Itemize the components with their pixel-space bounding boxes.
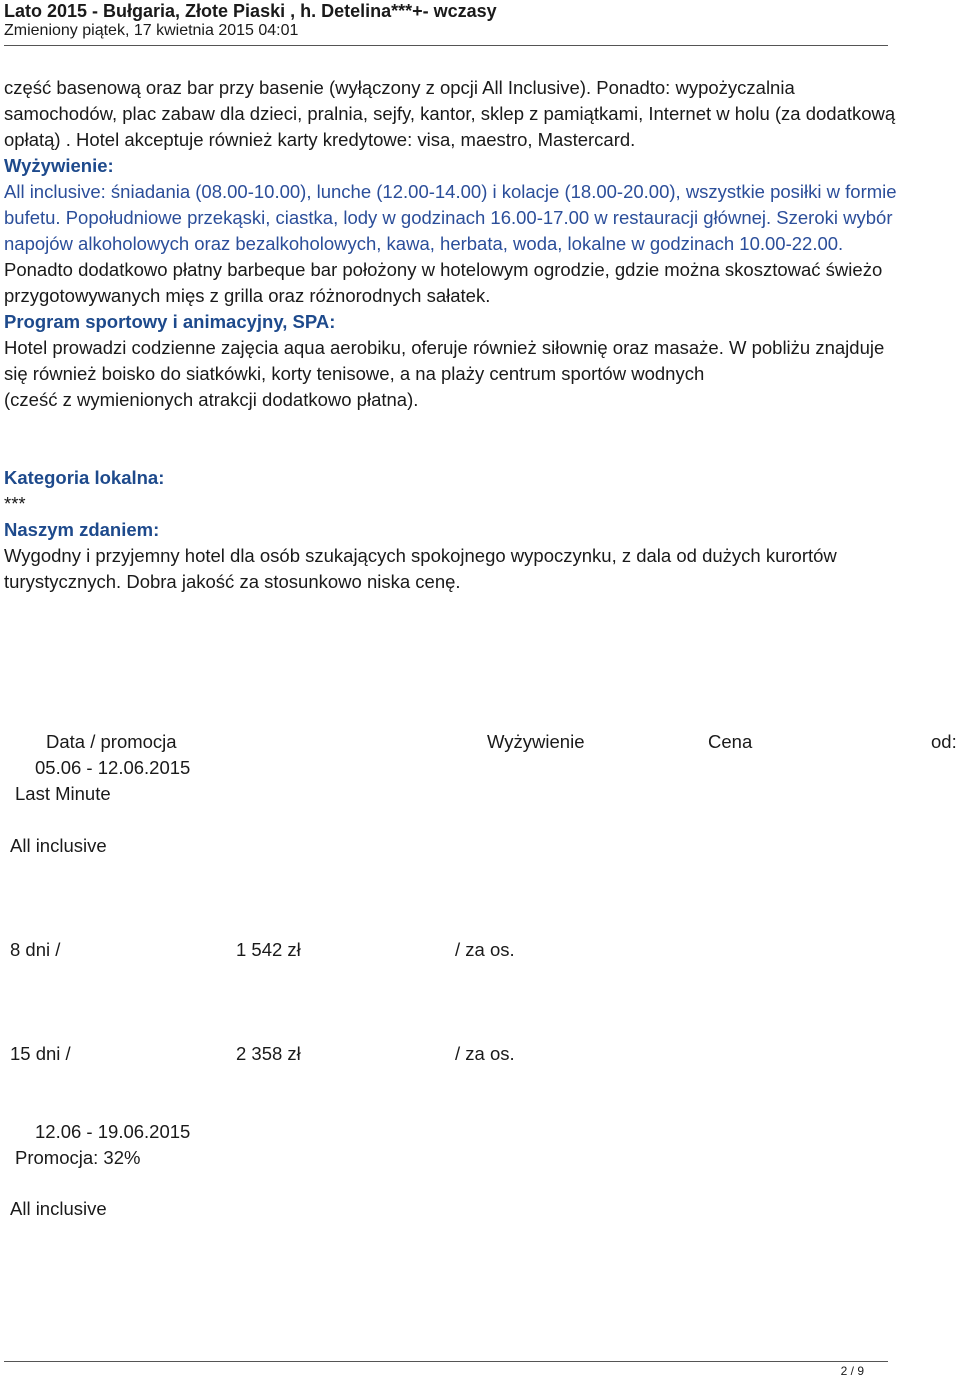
row2-date: 12.06 - 19.06.2015 [35, 1121, 191, 1142]
row2-board: All inclusive [10, 1198, 107, 1219]
table-header-board: Wyżywienie [487, 731, 585, 752]
table-header-from: od: [931, 731, 957, 752]
opinion-heading: Naszym zdaniem: [4, 519, 160, 540]
footer-divider [4, 1361, 888, 1362]
row1-promo: Last Minute [15, 783, 111, 804]
category-value: *** [4, 493, 26, 514]
table-header-date: Data / promocja [46, 731, 177, 752]
row1-date: 05.06 - 12.06.2015 [35, 757, 191, 778]
page-number: 2 / 9 [840, 1364, 864, 1378]
food-heading: Wyżywienie: [4, 155, 114, 176]
row1-price1-unit: / za os. [455, 939, 515, 960]
row1-price2-amount: 2 358 zł [236, 1043, 301, 1064]
row2-promo: Promocja: 32% [15, 1147, 141, 1168]
food-text-a: All inclusive: śniadania (08.00-10.00), lunche (12.00-14.00) i kolacje (18.00-20.00), wszystkie posiłki w formie bufetu. Popołudniowe przekąski, ciastka, lody w godzinach 16.00-17.00 w restauracji głównej. Szeroki wybór napojów alkoholowych oraz bezalkoholowych, kawa, herbata, woda, lokalne w godzinach 10.00-22.00. [4, 181, 897, 254]
row1-price2-unit: / za os. [455, 1043, 515, 1064]
opinion-paragraph: Wygodny i przyjemny hotel dla osób szukających spokojnego wypoczynku, z dala od dużych kurortów turystycznych. Dobra jakość za stosunkowo niska cenę. [4, 545, 837, 592]
article-body [4, 75, 904, 595]
modified-date: Zmieniony piątek, 17 kwietnia 2015 04:01 [4, 22, 299, 39]
food-text-b: Ponadto dodatkowo płatny barbeque bar położony w hotelowym ogrodzie, gdzie można skosztować świeżo przygotowywanych mięs z grilla oraz różnorodnych sałatek. [4, 259, 883, 306]
sport-note: (cześć z wymienionych atrakcji dodatkowo płatna). [4, 389, 419, 410]
sport-paragraph: Hotel prowadzi codzienne zajęcia aqua aerobiku, oferuje również siłownię oraz masaże. W pobliżu znajduje się również boisko do siatkówki, korty tenisowe, a na plaży centrum sportów wodnych [4, 337, 885, 384]
category-heading: Kategoria lokalna: [4, 467, 165, 488]
row1-price2-days: 15 dni / [10, 1043, 71, 1064]
row1-price1-amount: 1 542 zł [236, 939, 301, 960]
document-title: Lato 2015 - Bułgaria, Złote Piaski , h. Detelina***+- wczasy [4, 1, 497, 21]
sport-heading: Program sportowy i animacyjny, SPA: [4, 311, 336, 332]
row1-price1-days: 8 dni / [10, 939, 61, 960]
food-paragraph [4, 179, 904, 309]
page-header [4, 0, 888, 46]
table-header-price: Cena [708, 731, 753, 752]
intro-paragraph: część basenową oraz bar przy basenie (wyłączony z opcji All Inclusive). Ponadto: wypożyczalnia samochodów, plac zabaw dla dzieci, pralnia, sejfy, kantor, sklep z pamiątkami, Internet w holu (za dodatkową opłatą) . Hotel akceptuje również karty kredytowe: visa, maestro, Mastercard. [4, 77, 896, 150]
row1-board: All inclusive [10, 835, 107, 856]
